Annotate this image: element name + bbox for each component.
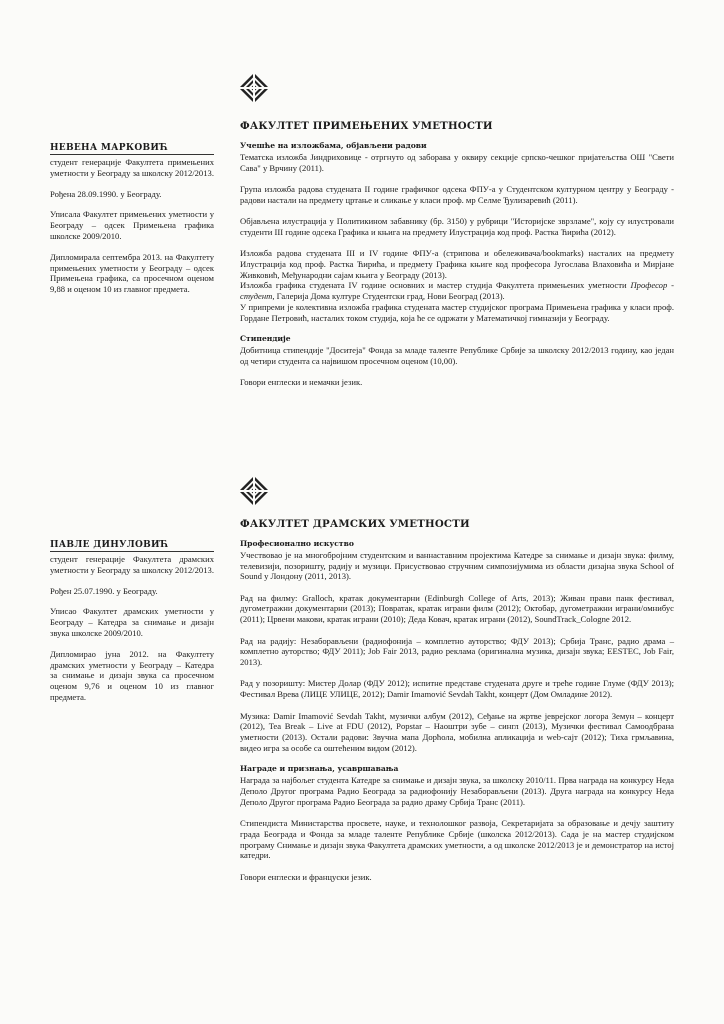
- section-heading: Награде и признања, усавршавања: [240, 764, 399, 774]
- person-paragraph: Уписала Факултет примењених уметности у Београду – одсек Примењена графика школске 2009/2010.: [50, 209, 214, 241]
- person-paragraph: студент генерације Факултета драмских уметности у Београду за школску 2012/2013.: [50, 554, 214, 575]
- ornament-emblem-icon: [238, 475, 270, 507]
- person-paragraph: Рођена 28.09.1990. у Београду.: [50, 188, 162, 199]
- person-paragraph: студент генерације Факултета примењених уметности у Београду за школску 2012/2013.: [50, 157, 214, 178]
- section-heading: Професионално искуство: [240, 539, 354, 548]
- bio-paragraph: Рад на радију: Незаборављени (радиофонија – комплетно ауторство; ФДУ 2013); Србија Транс, радио драма – комплетно ауторство; ФДУ 2011); Job Fair 2013, радио реклама (оригинална музика, дизајн звука; EESTEC, Job Fair, 2013).: [240, 635, 674, 668]
- bio-paragraph: Тематска изложба Јиндриховице - отргнуто од заборава у оквиру секције српско-чешког пријатељства ОШ "Свети Сава" у Врчину (2011).: [240, 151, 674, 173]
- bio-paragraph: Музика: Damir Imamović Sevdah Takht, музички албум (2012), Сеђање на жртве јеврејског логора Земун – концерт (2012), Tea Break – Live at FDU (2012), Popstar – Наоштри зубе – сингл (2013), Музички фестивал Самоодбрана уметности (2013). Остали радови: Звучна мапа Дорћола, мобилна апликација и web-сајт (2012); Тиха грмљавина, видео игра за особе са оштећеним видом (2012).: [240, 710, 674, 753]
- bio-paragraph: Група изложба радова студената II године графичког одсека ФПУ-а у Студентском културном центру у Београду - радови настали на предмету цртање и сликање у класи проф. мр Селме Ђулизаревић (2011).: [240, 183, 674, 205]
- person-paragraph: Рођен 25.07.1990. у Београду.: [50, 585, 158, 596]
- bio-paragraph: Изложба графика студената IV године основних и мастер студија Факултета примењених уметности Професор - студент, Галерија Дома културе Студентски град, Нови Београд (2013).: [240, 280, 674, 302]
- bio-paragraph: Рад на филму: Gralloch, кратак документарни (Edinburgh College of Arts, 2013); Живан прави панк фестивал, дугометражни документарни (2013); Повратак, кратак играни филм (2012); Октобар, дугометражни играни/омнибус (2011); Црвени макови, кратак играни (2010); Деда Ковач, кратак играни (2012), SoundTrack_Cologne 2012.: [240, 592, 674, 625]
- bio-paragraph: Говори енглески и немачки језик.: [240, 377, 363, 388]
- person-sidebar: [50, 540, 214, 713]
- bio-paragraph: Стипендиста Министарства просвете, науке, и технолошког развоја, Секретаријата за образовање и дечју заштиту града Београда и Фонда за младе таленте Републике Србије (школска 2012/2013). Сада је на мастер студијском програму Снимање и дизајн звука Факултета драмских уметности, а од школске 2012/2013 је и демонстратор на истој катедри.: [240, 817, 674, 861]
- section-heading: Учешће на изложбама, објављени радови: [240, 141, 427, 150]
- person-name: ПАВЛЕ ДИНУЛОВИЋ: [50, 540, 214, 552]
- person-paragraph: Дипломирала септембра 2013. на Факултету примењених уметности у Београду – одсек Примењена графика, са просечном оценом 9,88 и оценом 10 из главног предмета.: [50, 251, 214, 295]
- bio-paragraph: Објављена илустрација у Политикином забавнику (бр. 3150) у рубрици "Историјске зврзламе", коју су илустровали студенти III године одсека Графика и књига на предмету Илустрација код проф. Растка Ћирића (2012).: [240, 215, 674, 237]
- bio-paragraph: Награда за најбољег студента Катедре за снимање и дизајн звука, за школску 2010/11. Прва награда на конкурсу Неда Деполо Другог програма Радио Београда за радиофонију Незаборављени (2013). Друга награда на конкурсу Неда Деполо Другог програма Радио Београда за радио драму Србија Транс (2011).: [240, 775, 674, 807]
- ornament-emblem-icon: [238, 72, 270, 104]
- bio-paragraph: У припреми је колективна изложба графика студената мастер студијског програма Примењена графика у класи проф. Гордане Петровић, насталих током студија, која ће се одржати у Математичкој гимназији у Београду.: [240, 302, 674, 323]
- bio-paragraph: Рад у позоришту: Мистер Долар (ФДУ 2012); испитне представе студената друге и треће године Глуме (ФДУ 2013); Фестивал Врева (ЛИЦЕ УЛИЦЕ, 2012); Damir Imamović Sevdah Takht, концерт (Дом Омладине 2012).: [240, 678, 674, 700]
- bio-paragraph: Учествовао је на многобројним студентским и ваннаставним пројектима Катедре за снимање и дизајн звука: филму, телевизији, позоришту, радију и музици. Присуствовао стручним симпозијумима из области дизајна звука School of Sound у Лондону (2011, 2013).: [240, 549, 674, 582]
- person-name: НЕВЕНА МАРКОВИЋ: [50, 143, 214, 155]
- section-heading: Стипендије: [240, 334, 291, 344]
- person-paragraph: Дипломирао јуна 2012. на Факултету драмских уметности у Београду – Катедра за снимање и дизајн звука са просечном оценом 9,76 и оценом 10 из главног предмета.: [50, 648, 214, 702]
- bio-main: [240, 141, 674, 398]
- faculty-title: ФАКУЛТЕТ ПРИМЕЊЕНИХ УМЕТНОСТИ: [240, 120, 493, 132]
- faculty-title: ФАКУЛТЕТ ДРАМСКИХ УМЕТНОСТИ: [240, 518, 470, 530]
- person-paragraph: Уписао Факултет драмских уметности у Београду – Катедра за снимање и дизајн звука школске 2009/2010.: [50, 606, 214, 638]
- bio-paragraph: Говори енглески и француски језик.: [240, 871, 372, 882]
- bio-paragraph: Добитница стипендије "Доситеја" Фонда за младе таленте Републике Србије за школску 2012/2013 годину, као један од четири студента са највишом просечном оценом (10,00).: [240, 344, 674, 366]
- bio-main: [240, 539, 674, 893]
- person-sidebar: [50, 143, 214, 305]
- bio-paragraph: Изложба радова студената III и IV године ФПУ-а (стрипова и обележивача/bookmarks) насталих на предмету Илустрација код проф. Растка Ћирића, и предмету Графика књиге код професора Југослава Влаховића и Мирјане Живковић, Међународни сајам књига у Београду (2013).: [240, 248, 674, 280]
